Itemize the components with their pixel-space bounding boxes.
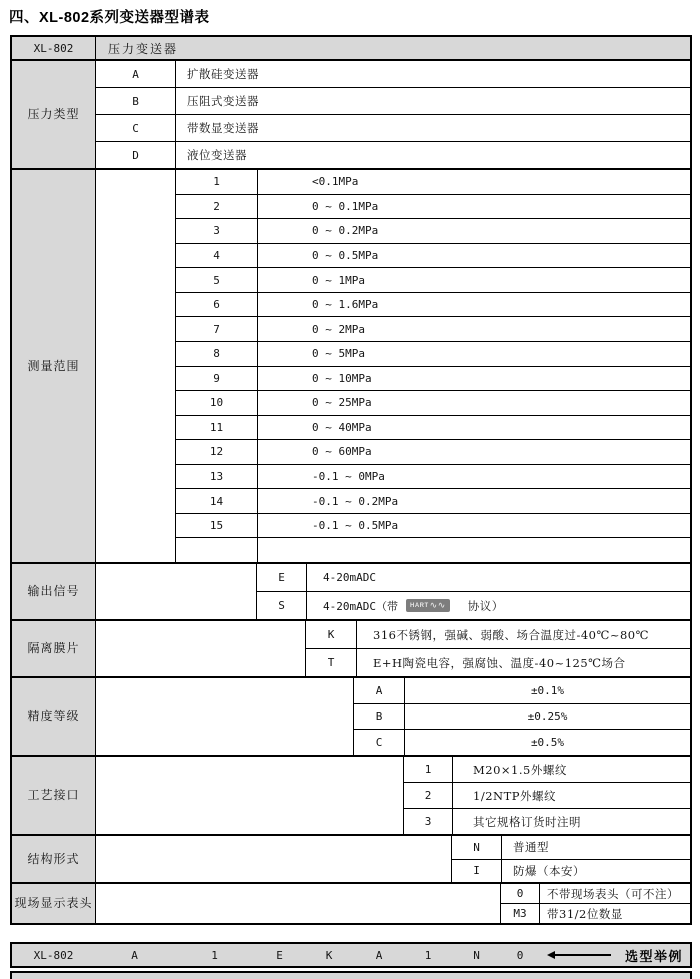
range-cell: 0 ~ 10MPa [312,371,372,385]
section-label: 结构形式 [12,836,96,882]
section-accuracy-grade [12,676,690,755]
table-row [96,87,690,114]
table-row [257,591,690,619]
left-arrow-icon [547,951,611,959]
code-cell: 1 [404,757,453,782]
table-row [501,903,690,923]
desc-cell: 4-20mADC [323,571,376,584]
example-code-model: XL-802 [33,948,74,962]
range-cell [258,538,690,562]
code-cell: N [452,836,502,859]
desc-cell: 防爆（本安） [513,863,585,878]
model-cell: XL-802 [12,37,96,59]
example-code: 1 [211,948,218,962]
desc-cell: 带数显变送器 [187,121,259,135]
desc-cell: ±0.5% [530,736,565,749]
example-code: 1 [424,948,432,962]
example-label: 选型举例 [625,948,684,964]
table-row [306,621,690,648]
table-row [96,141,690,168]
table-row [257,564,690,591]
page-title: 四、XL-802系列变送器型谱表 [9,10,210,26]
product-name-cell: 压力变送器 [108,41,179,56]
desc-cell: 1/2NTP外螺纹 [473,788,556,803]
hart-protocol-badge [406,599,450,612]
table-row [176,316,690,341]
example-code: N [473,948,480,962]
desc-cell: 其它规格订货时注明 [473,814,581,829]
example-code: K [325,948,333,962]
code-cell: 8 [176,342,258,366]
code-cell: C [96,115,176,141]
table-row [176,366,690,391]
range-cell: 0 ~ 0.5MPa [312,248,379,262]
spacer-cell [96,836,452,882]
table-row [176,267,690,292]
code-cell: 5 [176,268,258,292]
range-cell: 0 ~ 1.6MPa [312,298,379,312]
table-row [176,488,690,513]
desc-cell: 压阻式变送器 [187,94,259,108]
section-label: 测量范围 [12,170,96,562]
table-row [404,808,690,834]
desc-cell: 带31/2位数显 [547,906,623,921]
table-row [501,884,690,903]
desc-cell: 不带现场表头（可不注） [547,886,679,901]
code-cell: 14 [176,489,258,513]
range-cell: 0 ~ 2MPa [312,322,365,336]
section-isolation-diaphragm [12,619,690,676]
table-row [176,513,690,538]
table-row-empty [176,537,690,562]
section-measure-range [12,168,690,562]
desc-cell: ±0.1% [530,684,565,697]
section-label: 压力类型 [12,61,96,168]
table-row [176,243,690,268]
code-cell: 9 [176,367,258,391]
code-cell: A [96,61,176,87]
section-label: 隔离膜片 [12,621,96,676]
table-row [452,836,690,859]
table-row [306,648,690,676]
code-cell: M3 [501,904,540,923]
code-cell: 15 [176,514,258,538]
section-process-connection [12,755,690,834]
table-row [96,114,690,141]
table-row [452,859,690,883]
range-cell: 0 ~ 25MPa [312,396,372,410]
table-row [176,390,690,415]
code-cell: C [354,730,405,755]
code-cell: 13 [176,465,258,489]
table-row [404,757,690,782]
example-code: A [375,948,383,962]
code-cell: D [96,142,176,168]
table-row [176,292,690,317]
code-cell: A [354,678,405,703]
spacer-cell [96,884,501,923]
range-cell: -0.1 ~ 0MPa [312,470,385,484]
range-cell: 0 ~ 60MPa [312,445,372,459]
section-label: 工艺接口 [12,757,96,834]
code-cell: 6 [176,293,258,317]
code-cell: B [354,704,405,729]
range-cell: -0.1 ~ 0.2MPa [312,494,399,508]
section-label: 现场显示表头 [12,884,96,923]
section-field-display [12,882,690,923]
desc-cell [307,592,690,619]
example-code: E [276,948,283,962]
table-row [354,729,690,755]
table-row [96,61,690,87]
desc-cell: 液位变送器 [187,148,247,162]
spacer-cell [96,564,257,619]
spacer-cell [96,678,354,755]
sine-wave-icon: ∿∿ [429,600,446,611]
selection-example-bar [10,942,692,968]
code-cell: S [257,592,307,619]
range-cell: 0 ~ 0.2MPa [312,224,379,238]
arrow-line [555,954,611,956]
range-cell: 0 ~ 5MPa [312,347,365,361]
table-row [176,218,690,243]
code-cell [176,538,258,562]
spacer-cell [96,757,404,834]
table-header-row [12,37,690,59]
code-cell: K [306,621,357,648]
code-cell: 2 [404,783,453,808]
code-cell: 3 [176,219,258,243]
code-cell: 11 [176,416,258,440]
code-cell: 7 [176,317,258,341]
section-label: 输出信号 [12,564,96,619]
range-cell: -0.1 ~ 0.5MPa [312,519,399,533]
code-cell: 12 [176,440,258,464]
cropped-bottom-bar [10,971,692,979]
section-label: 精度等级 [12,678,96,755]
range-cell: 0 ~ 0.1MPa [312,199,379,213]
table-row [176,194,690,219]
desc-cell: M20×1.5外螺纹 [473,762,567,777]
spacer-cell [96,170,176,562]
code-cell: 10 [176,391,258,415]
arrow-head [547,951,555,959]
desc-text-suffix: 协议） [467,598,504,613]
code-cell: B [96,88,176,114]
spacer-cell [96,621,306,676]
section-output-signal [12,562,690,619]
code-cell: 4 [176,244,258,268]
code-cell: E [257,564,307,591]
table-row [176,415,690,440]
desc-text: 4-20mADC（带 [323,599,398,613]
code-cell: 0 [501,884,540,903]
table-row [354,703,690,729]
table-row [176,341,690,366]
code-cell: T [306,649,357,676]
model-spectrum-table [10,35,692,925]
table-row [354,678,690,703]
section-structure-type [12,834,690,882]
section-pressure-type [12,59,690,168]
desc-cell: 普通型 [513,840,549,855]
table-row [176,439,690,464]
desc-cell: 316不锈钢，强碱、弱酸、场合温度过-40℃~80℃ [373,627,649,642]
range-cell: 0 ~ 1MPa [312,273,365,287]
desc-cell: ±0.25% [527,710,568,723]
range-cell: 0 ~ 40MPa [312,420,372,434]
desc-cell: E+H陶瓷电容，强腐蚀、温度-40~125℃场合 [373,655,626,670]
code-cell: 3 [404,809,453,834]
code-cell: I [452,860,502,883]
table-row [176,464,690,489]
range-cell: <0.1MPa [312,175,359,189]
hart-logo-text: HART [409,602,429,609]
code-cell: 2 [176,195,258,219]
desc-cell: 扩散硅变送器 [187,67,259,81]
code-cell: 1 [176,170,258,194]
example-code: 0 [516,948,524,962]
example-code: A [131,948,138,962]
table-row [176,170,690,194]
table-row [404,782,690,808]
